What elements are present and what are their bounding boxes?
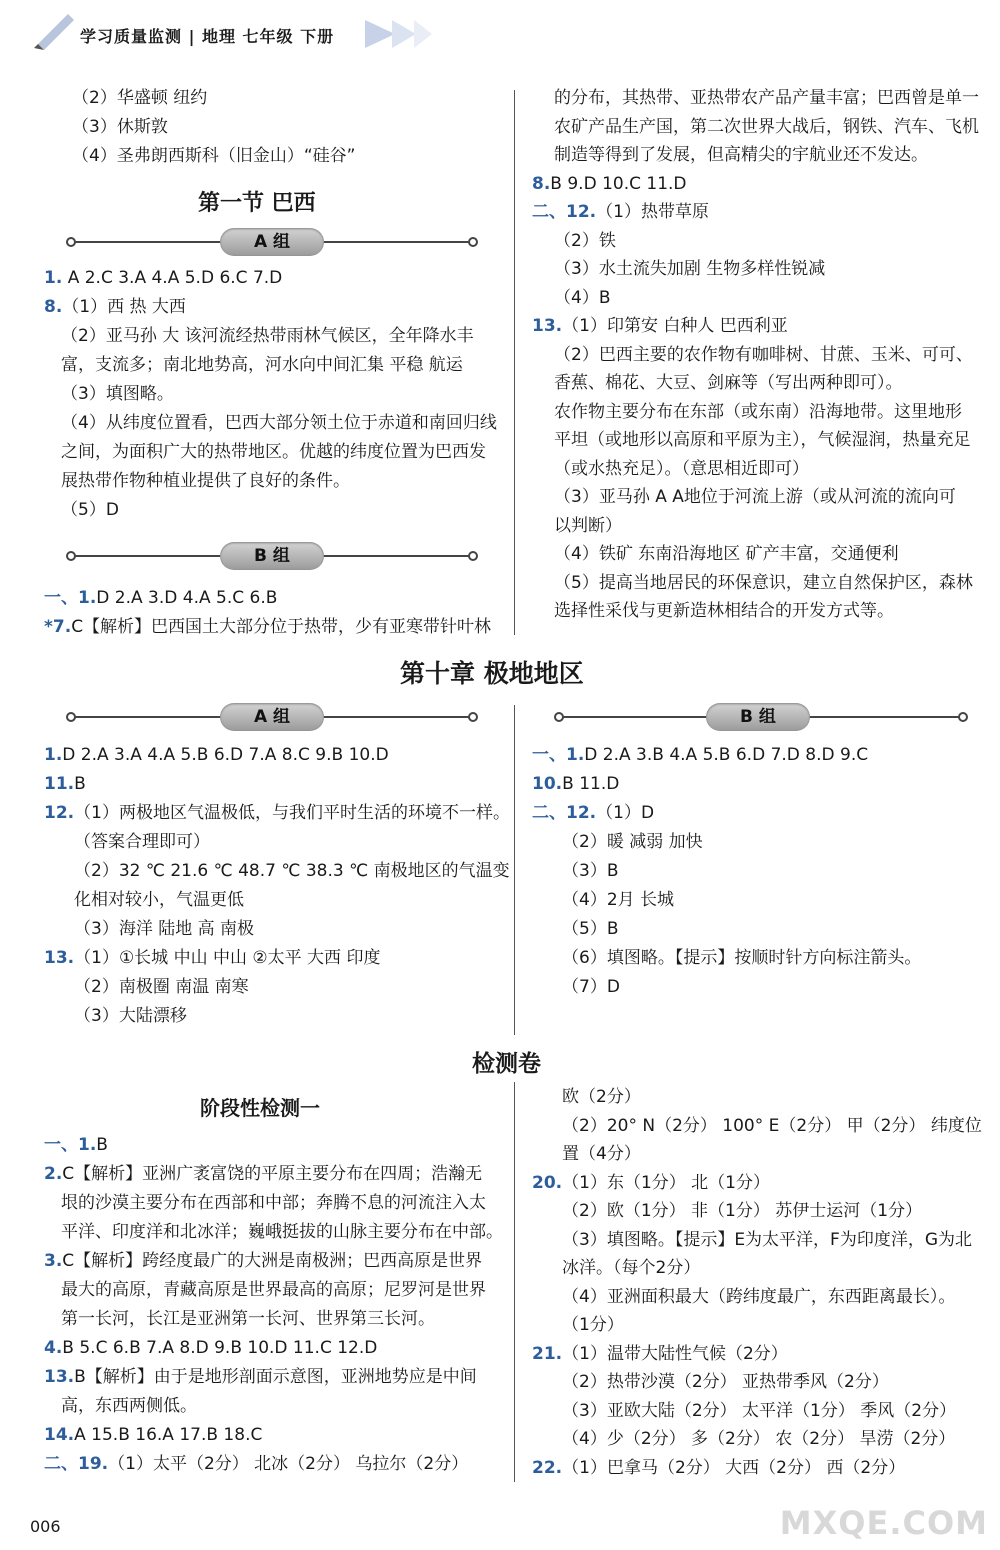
answer-text: 选择性采伐与更新造林相结合的开发方式等。: [554, 601, 894, 621]
answer-text: D 2.A 3.D 4.A 5.C 6.B: [96, 588, 278, 608]
answer-text: （2）亚马孙 大 该河流经热带雨林气候区，全年降水丰: [61, 326, 474, 346]
answer-text: A 15.B 16.A 17.B 18.C: [74, 1425, 263, 1445]
question-number: 20.: [532, 1172, 563, 1193]
answer-text: （1）印第安 白种人 巴西利亚: [562, 316, 788, 336]
question-number: 一、1.: [44, 1135, 97, 1155]
answer-line: [562, 1114, 982, 1138]
answer-text: （1）热带草原: [596, 202, 709, 222]
answer-line: [532, 1456, 905, 1480]
answer-text: B: [96, 1135, 108, 1155]
answer-line: [554, 86, 979, 110]
answer-line: [554, 371, 903, 395]
test-title: 检测卷: [472, 1051, 541, 1077]
answer-line: [532, 743, 868, 767]
answer-line: [44, 1162, 482, 1186]
answer-line: [44, 615, 491, 639]
answer-line: [532, 772, 619, 796]
pencil-icon: [30, 10, 80, 50]
answer-line: [562, 1085, 641, 1109]
answer-line: [554, 571, 973, 595]
answer-line: [532, 172, 687, 196]
answer-text: （1）太平（2分） 北冰（2分） 乌拉尔（2分）: [108, 1454, 469, 1474]
answer-text: （4）2月 长城: [562, 890, 675, 910]
answer-line: [61, 1191, 486, 1215]
answer-text: B【解析】由于是地形剖面示意图，亚洲地势应是中间: [74, 1367, 477, 1387]
answer-text: （4）从纬度位置看，巴西大部分领土位于赤道和南回归线: [61, 413, 497, 433]
chapter-title: 第十章 极地地区: [400, 659, 584, 688]
answer-line: [562, 1427, 955, 1451]
test-subtitle: 阶段性检测一: [200, 1096, 320, 1120]
answer-line: [74, 975, 249, 999]
answer-text: （1）两极地区气温极低，与我们平时生活的环境不一样。: [74, 803, 510, 823]
question-number: 二、12.: [532, 803, 597, 823]
answer-text: B 9.D 10.C 11.D: [550, 173, 687, 194]
answer-line: [554, 400, 962, 424]
answer-line: [562, 975, 620, 999]
answer-line: [562, 1256, 700, 1280]
answer-text: 之间，为面积广大的热带地区。优越的纬度位置为巴西发: [61, 442, 486, 462]
answer-text: （1）巴拿马（2分） 大西（2分） 西（2分）: [562, 1457, 906, 1478]
question-number: 21.: [532, 1343, 563, 1364]
answer-line: [44, 743, 389, 767]
answer-line: [74, 830, 210, 854]
answer-text: B 11.D: [562, 774, 620, 794]
answer-text: 置（4分）: [562, 1144, 641, 1164]
answer-text: C【解析】跨经度最广的大洲是南极洲；巴西高原是世界: [62, 1251, 483, 1271]
answer-line: [562, 830, 703, 854]
answer-text: （3）B: [562, 861, 619, 881]
answer-line: [554, 143, 928, 167]
group-b-label: B 组: [220, 542, 324, 570]
answer-line: [554, 514, 622, 538]
ch10-group-b-divider: [556, 703, 966, 731]
answer-text: （2）20° N（2分） 100° E（2分） 甲（2分） 纬度位: [562, 1115, 982, 1136]
answer-line: [562, 1228, 972, 1252]
answer-line: （2）华盛顿 纽约: [72, 88, 208, 108]
page-number: 006: [30, 1517, 61, 1536]
answer-line: （3）休斯敦: [72, 117, 168, 137]
chevron-icon: [392, 20, 416, 48]
question-number: 14.: [44, 1425, 75, 1445]
answer-text: （6）填图略。【提示】按顺时针方向标注箭头。: [562, 948, 922, 968]
answer-text: （1）温带大陆性气候（2分）: [562, 1343, 788, 1364]
answer-text: （1）东（1分） 北（1分）: [562, 1172, 770, 1193]
answer-text: 的分布，其热带、亚热带农产品产量丰富；巴西曾是单一: [554, 88, 979, 108]
question-number: 1.: [44, 745, 63, 765]
answer-text: （3）亚欧大陆（2分） 太平洋（1分） 季风（2分）: [562, 1400, 957, 1421]
answer-text: （2）铁: [554, 230, 616, 251]
answer-text: （2）巴西主要的农作物有咖啡树、甘蔗、玉米、可可、: [554, 344, 973, 365]
answer-text: 欧（2分）: [562, 1087, 641, 1107]
watermark: MXQE.COM: [779, 1504, 988, 1542]
answer-line: [554, 257, 825, 281]
answer-text: （2）32 ℃ 21.6 ℃ 48.7 ℃ 38.3 ℃ 南极地区的气温变: [74, 861, 510, 881]
answer-text: （2）暖 减弱 加快: [562, 832, 703, 852]
question-number: 1.: [44, 268, 63, 288]
answer-line: [554, 343, 973, 367]
answer-text: 农作物主要分布在东部（或东南）沿海地带。这里地形: [554, 401, 962, 422]
answer-line: [562, 888, 674, 912]
question-number: 一、1.: [44, 588, 97, 608]
answer-line: [532, 1342, 788, 1366]
answer-text: 展热带作物种植业提供了良好的条件。: [61, 471, 350, 491]
answer-text: 化相对较小，气温更低: [74, 890, 244, 910]
answer-text: 垠的沙漠主要分布在西部和中部；奔腾不息的河流注入太: [61, 1193, 486, 1213]
answer-line: [532, 801, 654, 825]
answer-text: （3）填图略。: [61, 384, 174, 404]
answer-line: （4）圣弗朗西斯科（旧金山）“硅谷”: [72, 146, 356, 166]
answer-text: （1分）: [562, 1315, 624, 1335]
answer-text: （5）D: [61, 500, 119, 520]
question-number: 二、19.: [44, 1454, 109, 1474]
question-number: 13.: [44, 1367, 75, 1387]
answer-line: [61, 1220, 503, 1244]
group-a-label: A 组: [220, 228, 324, 256]
answer-text: （2）欧（1分） 非（1分） 苏伊士运河（1分）: [562, 1201, 923, 1221]
answer-line: [44, 266, 282, 290]
answer-line: [44, 295, 186, 319]
answer-line: [61, 498, 119, 522]
answer-line: [44, 1452, 468, 1476]
question-number: 12.: [44, 803, 75, 823]
answer-line: [74, 859, 510, 883]
answer-line: [74, 1004, 187, 1028]
question-number: 13.: [532, 316, 563, 336]
ch10-group-b-label: B 组: [706, 703, 810, 731]
answer-text: 最大的高原，青藏高原是世界最高的高原；尼罗河是世界: [61, 1280, 486, 1300]
answer-line: [44, 1423, 262, 1447]
answer-line: [562, 859, 618, 883]
answer-text: 农矿产品生产国，第二次世界大战后，钢铁、汽车、飞机: [554, 116, 979, 137]
column-divider: [514, 90, 515, 635]
question-number: 4.: [44, 1338, 63, 1358]
answer-line: [554, 229, 616, 253]
answer-line: [44, 801, 510, 825]
question-number: 8.: [44, 297, 63, 317]
answer-text: D 2.A 3.B 4.A 5.B 6.D 7.D 8.D 9.C: [584, 745, 869, 765]
answer-text: 平坦（或地形以高原和平原为主），气候湿润，热量充足: [554, 430, 971, 450]
column-divider: [514, 705, 515, 1035]
question-number: 22.: [532, 1457, 563, 1478]
question-number: 2.: [44, 1164, 63, 1184]
question-number: *7.: [44, 617, 72, 637]
answer-line: [562, 1199, 922, 1223]
answer-line: [44, 1133, 108, 1157]
answer-text: 富，支流多；南北地势高，河水向中间汇集 平稳 航运: [61, 355, 463, 375]
header-title: 学习质量监测 | 地理 七年级 下册: [80, 27, 335, 46]
answer-text: （4）少（2分） 多（2分） 农（2分） 旱涝（2分）: [562, 1429, 956, 1449]
answer-text: （3）大陆漂移: [74, 1006, 187, 1026]
question-number: 3.: [44, 1251, 63, 1271]
group-b-divider: [68, 542, 476, 570]
answer-text: C【解析】亚洲广袤富饶的平原主要分布在四周；浩瀚无: [62, 1164, 483, 1184]
question-number: 13.: [44, 948, 75, 968]
answer-text: （1）西 热 大西: [62, 297, 186, 317]
answer-text: B 5.C 6.B 7.A 8.D 9.B 10.D 11.C 12.D: [62, 1338, 378, 1358]
answer-text: （3）填图略。【提示】E为太平洋，F为印度洋，G为北: [562, 1229, 973, 1250]
answer-text: 制造等得到了发展，但高精尖的宇航业还不发达。: [554, 145, 928, 165]
answer-text: （3）亚马孙 A A地位于河流上游（或从河流的流向可: [554, 487, 956, 507]
answer-line: [61, 440, 486, 464]
answer-line: [562, 917, 618, 941]
answer-line: [554, 428, 971, 452]
answer-text: 第一长河，长江是亚洲第一长河、世界第三长河。: [61, 1309, 435, 1329]
group-a-divider: [68, 228, 476, 256]
ch10-group-a-divider: [68, 703, 476, 731]
answer-text: （或水热充足）。（意思相近即可）: [554, 458, 809, 479]
answer-line: [61, 411, 497, 435]
answer-text: （3）水土流失加剧 生物多样性锐减: [554, 259, 826, 279]
question-number: 10.: [532, 774, 563, 794]
answer-text: 香蕉、棉花、大豆、剑麻等（写出两种即可）。: [554, 373, 903, 393]
answer-line: [562, 1399, 956, 1423]
answer-text: （4）亚洲面积最大（跨纬度最广，东西距离最长）。: [562, 1286, 956, 1307]
section-title: 第一节 巴西: [198, 191, 316, 216]
answer-line: [74, 888, 244, 912]
answer-line: [44, 1336, 377, 1360]
answer-line: [562, 1285, 955, 1309]
answer-text: D 2.A 3.A 4.A 5.B 6.D 7.A 8.C 9.B 10.D: [62, 745, 389, 765]
answer-text: 高，东西两侧低。: [61, 1396, 197, 1416]
answer-line: [74, 917, 254, 941]
answer-line: [554, 115, 979, 139]
answer-text: （5）B: [562, 919, 619, 939]
answer-line: [554, 286, 610, 310]
chevron-icon: [365, 20, 395, 48]
answer-text: 以判断）: [554, 515, 622, 536]
answer-line: [554, 599, 894, 623]
answer-line: [562, 1370, 889, 1394]
answer-text: （3）海洋 陆地 高 南极: [74, 919, 255, 939]
answer-line: [44, 1365, 477, 1389]
answer-text: A 2.C 3.A 4.A 5.D 6.C 7.D: [62, 268, 283, 288]
answer-text: B: [74, 774, 86, 794]
answer-line: [44, 1249, 482, 1273]
answer-line: [562, 1313, 624, 1337]
question-number: 11.: [44, 774, 75, 794]
answer-line: [562, 946, 921, 970]
answer-text: （7）D: [562, 977, 620, 997]
column-divider: [514, 1082, 515, 1482]
answer-text: （1）①长城 中山 中山 ②太平 大西 印度: [74, 948, 381, 968]
answer-text: （1）D: [596, 803, 655, 823]
answer-line: [532, 314, 788, 338]
question-number: 8.: [532, 173, 551, 194]
answer-line: [554, 485, 956, 509]
answer-line: [61, 353, 463, 377]
answer-text: C【解析】巴西国土大部分位于热带，少有亚寒带针叶林: [71, 617, 492, 637]
answer-text: （2）南极圈 南温 南寒: [74, 977, 249, 997]
answer-line: [61, 1394, 197, 1418]
answer-line: [61, 1278, 486, 1302]
answer-text: （5）提高当地居民的环保意识，建立自然保护区，森林: [554, 572, 973, 593]
answer-line: [532, 1171, 770, 1195]
answer-line: [554, 457, 809, 481]
answer-text: 平洋、印度洋和北冰洋；巍峨挺拔的山脉主要分布在中部。: [61, 1222, 503, 1242]
answer-line: [532, 200, 709, 224]
answer-line: [61, 382, 174, 406]
answer-line: [44, 586, 277, 610]
answer-line: [44, 946, 380, 970]
answer-line: [61, 469, 350, 493]
answer-text: （答案合理即可）: [74, 832, 210, 852]
answer-line: [562, 1142, 641, 1166]
answer-text: 冰洋。（每个2分）: [562, 1258, 701, 1278]
answer-line: [61, 1307, 435, 1331]
answer-line: [44, 772, 86, 796]
answer-line: [554, 542, 899, 566]
answer-line: [61, 324, 474, 348]
question-number: 一、1.: [532, 745, 585, 765]
question-number: 二、12.: [532, 202, 597, 222]
answer-text: （4）铁矿 东南沿海地区 矿产丰富，交通便利: [554, 544, 899, 564]
answer-text: （2）热带沙漠（2分） 亚热带季风（2分）: [562, 1372, 889, 1392]
ch10-group-a-label: A 组: [220, 703, 324, 731]
answer-text: （4）B: [554, 287, 611, 308]
chevron-icon: [414, 20, 432, 48]
